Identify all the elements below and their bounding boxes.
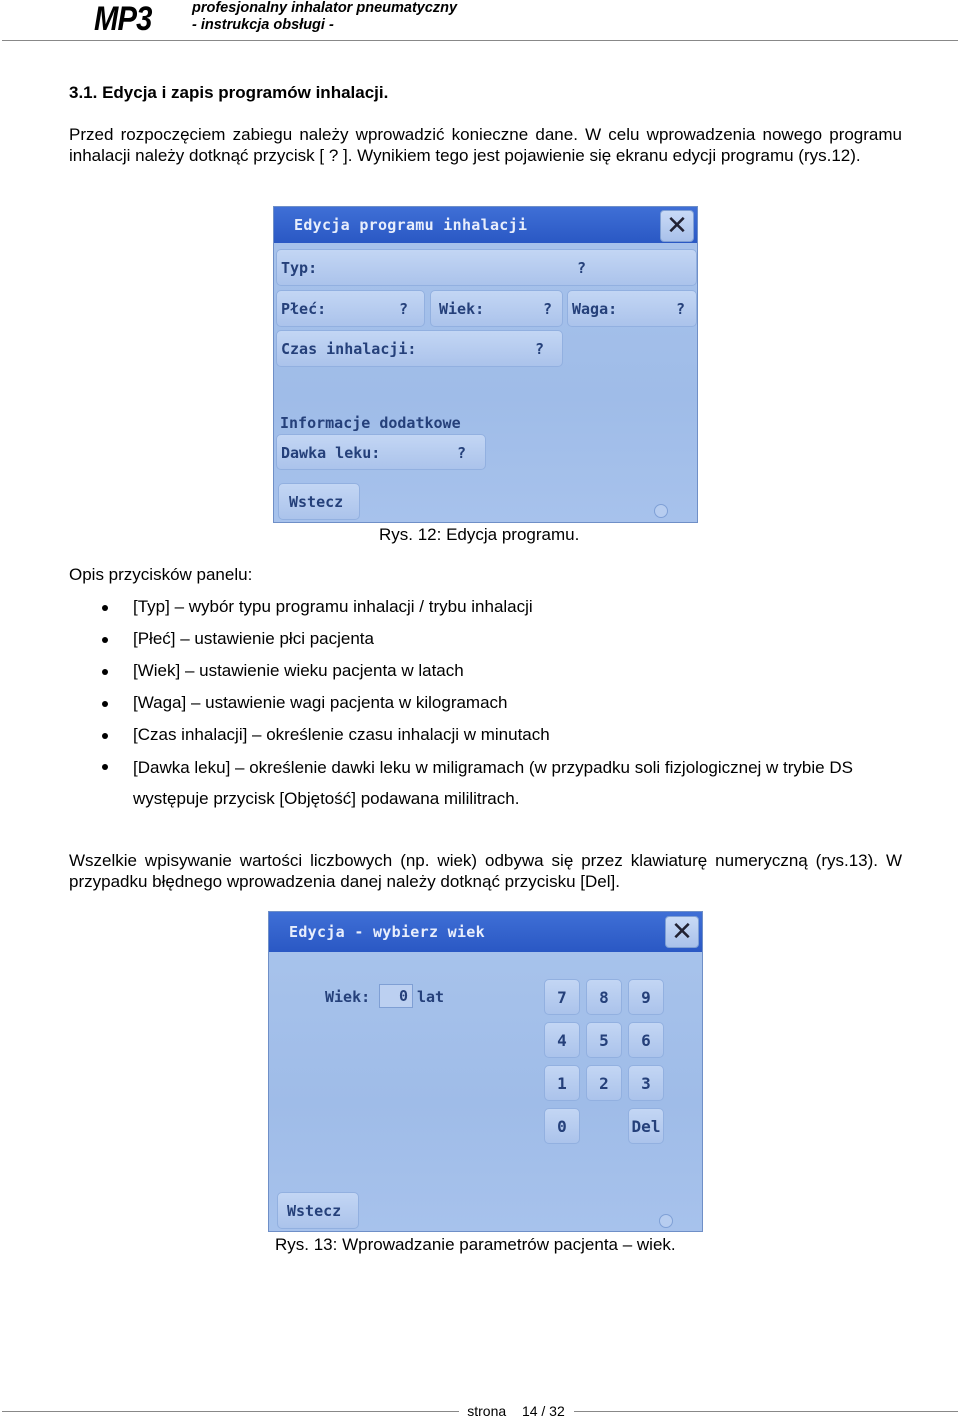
age-edit-screen — [268, 911, 703, 1232]
info-section-label: Informacje dodatkowe — [280, 414, 461, 432]
list-item: [Waga] – ustawienie wagi pacjenta w kilogramach — [100, 693, 910, 713]
key-1[interactable]: 1 — [544, 1065, 580, 1101]
intro-paragraph: Przed rozpoczęciem zabiegu należy wprowadzić konieczne dane. W celu wprowadzenia nowego programu inhalacji należy dotknąć przycisk [ ? ]. Wynikiem tego jest pojawienie się ekranu edycji programu (rys.12). — [69, 125, 902, 165]
close-icon: ✕ — [671, 917, 693, 947]
waga-button[interactable] — [567, 290, 697, 327]
corner-indicator — [659, 1214, 673, 1228]
wiek-button[interactable] — [430, 290, 563, 327]
dawka-value: ? — [457, 444, 467, 462]
list-item: [Płeć] – ustawienie płci pacjenta — [100, 629, 910, 649]
dawka-label: Dawka leku: — [281, 444, 381, 462]
back-button[interactable] — [278, 483, 360, 520]
button-description-list — [100, 597, 910, 826]
czas-value: ? — [535, 340, 545, 358]
czas-label: Czas inhalacji: — [281, 340, 417, 358]
plec-value: ? — [399, 300, 409, 318]
wiek-label: Wiek: — [325, 988, 371, 1006]
key-3[interactable]: 3 — [628, 1065, 664, 1101]
close-icon: ✕ — [666, 211, 688, 241]
screen-title: Edycja programu inhalacji — [294, 216, 528, 234]
numeric-input-paragraph: Wszelkie wpisywanie wartości liczbowych (np. wiek) odbywa się przez klawiaturę numeryczną (rys.13). W przypadku błędnego wprowadzenia danej należy dotknąć przycisku [Del]. — [69, 851, 902, 891]
unit-label: lat — [417, 988, 445, 1006]
program-edit-screen — [273, 206, 698, 523]
panel-description-label: Opis przycisków panelu: — [69, 565, 253, 584]
close-button[interactable] — [665, 916, 699, 948]
czas-inhalacji-button[interactable] — [276, 330, 563, 367]
typ-button[interactable] — [276, 249, 697, 286]
header-subtitle-1: profesjonalny inhalator pneumatyczny — [192, 0, 458, 16]
plec-label: Płeć: — [281, 300, 327, 318]
typ-label: Typ: — [281, 259, 318, 277]
back-label: Wstecz — [289, 493, 344, 511]
figure-caption-13: Rys. 13: Wprowadzanie parametrów pacjenta – wiek. — [275, 1235, 676, 1254]
key-0[interactable]: 0 — [544, 1108, 580, 1144]
wiek-label: Wiek: — [439, 300, 485, 318]
age-input[interactable] — [379, 984, 413, 1008]
typ-value: ? — [577, 259, 587, 277]
plec-button[interactable] — [276, 290, 425, 327]
screen-title: Edycja - wybierz wiek — [289, 923, 485, 941]
waga-label: Waga: — [572, 300, 618, 318]
key-5[interactable]: 5 — [586, 1022, 622, 1058]
key-9[interactable]: 9 — [628, 979, 664, 1015]
list-item: [Typ] – wybór typu programu inhalacji / trybu inhalacji — [100, 597, 910, 617]
list-item: [Dawka leku] – określenie dawki leku w miligramach (w przypadku soli fizjologicznej w trybie DS występuje przycisk [Objętość] podawana mililitrach. — [100, 752, 910, 814]
key-8[interactable]: 8 — [586, 979, 622, 1015]
corner-indicator — [654, 504, 668, 518]
dawka-leku-button[interactable] — [276, 434, 486, 470]
back-label: Wstecz — [287, 1202, 342, 1220]
key-6[interactable]: 6 — [628, 1022, 664, 1058]
waga-value: ? — [676, 300, 686, 318]
list-item: [Czas inhalacji] – określenie czasu inhalacji w minutach — [100, 725, 910, 745]
wiek-value: ? — [543, 300, 553, 318]
page-label: strona — [463, 1403, 510, 1419]
key-4[interactable]: 4 — [544, 1022, 580, 1058]
close-button[interactable] — [660, 210, 694, 242]
logo: MP3 — [94, 0, 152, 38]
header-divider — [2, 40, 958, 41]
list-item: [Wiek] – ustawienie wieku pacjenta w latach — [100, 661, 910, 681]
delete-key[interactable]: Del — [628, 1108, 664, 1144]
page-footer — [0, 1403, 960, 1419]
key-2[interactable]: 2 — [586, 1065, 622, 1101]
key-7[interactable]: 7 — [544, 979, 580, 1015]
back-button[interactable] — [277, 1192, 359, 1229]
figure-caption-12: Rys. 12: Edycja programu. — [379, 525, 580, 544]
page-number: 14 / 32 — [518, 1403, 569, 1419]
header-subtitle-2: - instrukcja obsługi - — [192, 17, 334, 33]
section-title: 3.1. Edycja i zapis programów inhalacji. — [69, 83, 389, 102]
age-value: 0 — [398, 987, 408, 1005]
